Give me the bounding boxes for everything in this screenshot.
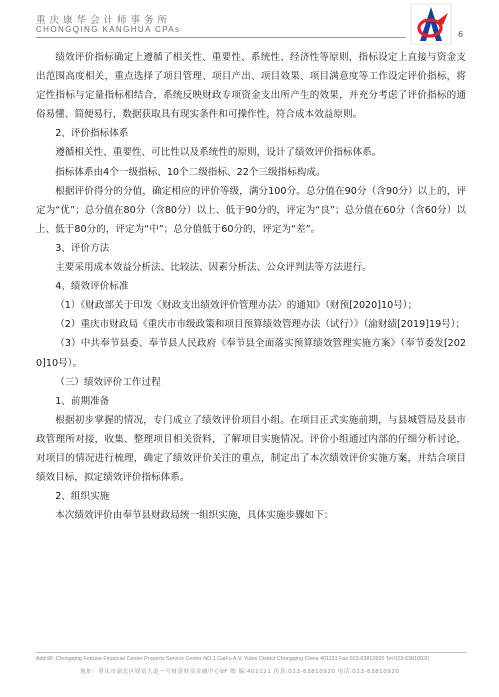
section-heading: 1、前期准备 xyxy=(55,395,110,407)
paragraph: 遵循相关性、重要性、可比性以及系统性的原则，设计了绩效评价指标体系。 xyxy=(55,147,382,159)
section-heading: （三）绩效评价工作过程 xyxy=(55,376,161,388)
document-body xyxy=(36,48,466,525)
standard-item: （1）《财政部关于印发〈财政支出绩效评价管理办法〉的通知》（财预[2020]10号）； xyxy=(55,300,418,312)
page-number: 6 xyxy=(458,30,464,39)
company-logo-icon xyxy=(410,3,452,45)
standard-item: （3）中共奉节县委、奉节县人民政府《奉节县全面落实预算绩效管理实施方案》（奉节委发[2020]10号）。 xyxy=(36,338,466,369)
paragraph: 根据评价得分的分值，确定相应的评价等级，满分100分。总分值在90分（含90分）以上的，评定为“优”；总分值在80分（含80分）以上、低于90分的，评定为“良”；总分值在60分（含60分）以上、低于80分的，评定为“中”；总分值低于60分的，评定为“差”。 xyxy=(36,185,466,235)
header-divider xyxy=(36,37,406,38)
section-heading: 2、评价指标体系 xyxy=(55,128,129,140)
header-company-name: 重庆康华会计师事务所 xyxy=(36,15,172,26)
section-heading: 4、绩效评价标准 xyxy=(55,281,129,293)
footer-address-en: Add:9F, Chongqing Fortune Financial Center Property Service Center NO.1 CaiFu A.V. Yubei District Chongqing China 401121 Fax:023-63810920 Tel:023-63810920 xyxy=(36,656,429,662)
section-heading: 3、评价方法 xyxy=(55,242,110,254)
standard-item: （2）重庆市财政局《重庆市市级政策和项目预算绩效管理办法（试行）》（渝财绩[2019]19号）； xyxy=(55,319,466,331)
section-heading: 2、组织实施 xyxy=(55,491,110,503)
footer-divider xyxy=(36,652,466,653)
paragraph: 指标体系由4个一级指标、10个二级指标、22个三级指标构成。 xyxy=(55,166,326,178)
paragraph: 主要采用成本效益分析法、比较法、因素分析法、公众评判法等方法进行。 xyxy=(55,262,372,274)
header-company-name-en: CHONGQING KANGHUA CPAs xyxy=(36,25,181,34)
paragraph: 根据初步掌握的情况，专门成立了绩效评价项目小组。在项目正式实施前期，与县城管局及县市政管理所对接，收集、整理项目相关资料，了解项目实施情况。评价小组通过内部的仔细分析讨论，对项目的情况进行梳理，确定了绩效评价关注的重点，制定出了本次绩效评价实施方案，并结合项目绩效目标，拟定绩效评价指标体系。 xyxy=(36,414,466,484)
footer-address-cn: 地址：重庆市渝北区财富大道一号财富财富金融中心9F 邮 编:401121 传真:023-63810920 电话:023-63810920 xyxy=(80,669,400,675)
paragraph: 绩效评价指标确定上遵循了相关性、重要性、系统性、经济性等原则，指标设定上直接与资金支出范围高度相关，重点选择了项目管理、项目产出、项目效果、项目满意度等工作设定评价指标，将定性指标与定量指标相结合，系统反映财政专项资金支出所产生的效果，并充分考虑了评价指标的通俗易懂、简便易行，数据获取具有现实条件和可操作性，符合成本效益原则。 xyxy=(36,52,466,121)
paragraph: 本次绩效评价由奉节县财政局统一组织实施，具体实施步骤如下： xyxy=(55,510,334,522)
